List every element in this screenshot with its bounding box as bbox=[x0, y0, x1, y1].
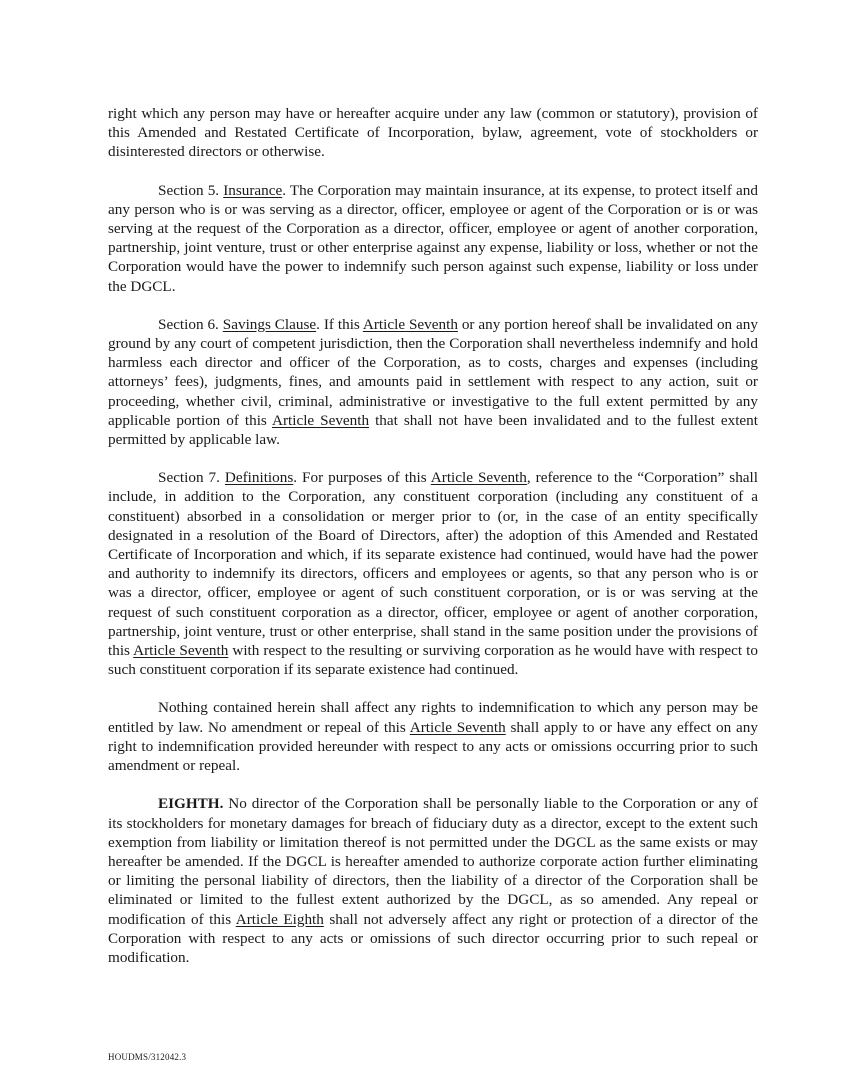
article-heading: EIGHTH. bbox=[158, 795, 224, 813]
section-label: Section 5. bbox=[158, 181, 224, 199]
article-reference: Article Seventh bbox=[271, 411, 370, 429]
paragraph-continuation bbox=[108, 104, 758, 162]
paragraph-text: that shall not have been invalidated and to the fullest extent permitted by applicable law. bbox=[108, 411, 758, 449]
section-label: Section 6. bbox=[158, 315, 223, 333]
article-reference: Article Seventh bbox=[430, 469, 527, 487]
article-reference: Article Seventh bbox=[409, 718, 506, 736]
paragraph-text: shall apply to or have any effect on any right to indemnification provided hereunder with respect to any acts or omissions occurring prior to such amendment or repeal. bbox=[108, 718, 758, 775]
paragraph-text: , reference to the “Corporation” shall include, in addition to the Corporation, any constituent corporation (including any constituent of a constituent) absorbed in a consolidation or merger prior to (or, in the case of an entity specifically designated in a resolution of the Board of Directors, after) the adoption of this Amended and Restated Certificate of Incorporation and which, if its separate existence had continued, would have had the power and authority to indemnify its directors, officers and employees or agents, so that any person who is or was a director, officer, employee or agent of such constituent corporation, or is or was serving at the request of such constituent corporation as a director, officer, employee or agent of another corporation, partnership, joint venture, trust or other enterprise, shall stand in the same position under the provisions of this bbox=[108, 469, 758, 660]
paragraph-text: Nothing contained herein shall affect any rights to indemnification to which any person may be entitled by law. No amendment or repeal of this bbox=[108, 699, 758, 736]
paragraph-text: No director of the Corporation shall be personally liable to the Corporation or any of its stockholders for monetary damages for breach of fiduciary duty as a director, except to the extent such exemption from liability or limitation thereof is not permitted under the DGCL as the same exists or may hereafter be amended. If the DGCL is hereafter amended to authorize corporate action further eliminating or limiting the personal liability of directors, then the liability of a director of the Corporation shall be eliminated or limited to the fullest extent authorized by the DGCL, as so amended. Any repeal or modification of this bbox=[108, 795, 758, 928]
section-6-savings-clause bbox=[108, 315, 758, 449]
section-5-insurance bbox=[108, 181, 758, 296]
article-reference: Article Seventh bbox=[362, 315, 458, 333]
paragraph-text: . The Corporation may maintain insurance, at its expense, to protect itself and any person who is or was serving as a director, officer, employee or agent of the Corporation or is or was serving at the request of the Corporation as a director, officer, employee or agent of another corporation, partnership, joint venture, trust or other enterprise against any expense, liability or loss, whether or not the Corporation would have the power to indemnify such person against such expense, liability or loss under the DGCL. bbox=[108, 181, 758, 295]
section-heading: Definitions bbox=[224, 469, 294, 487]
article-eighth bbox=[108, 794, 758, 967]
footer-document-id: HOUDMS/312042.3 bbox=[108, 1052, 187, 1062]
document-body bbox=[108, 104, 758, 986]
paragraph-text: shall not adversely affect any right or protection of a director of the Corporation with respect to any acts or omissions of such director occurring prior to such repeal or modification. bbox=[108, 910, 758, 966]
paragraph-text: with respect to the resulting or surviving corporation as he would have with respect to such constituent corporation if its separate existence had continued. bbox=[108, 642, 758, 679]
section-heading: Savings Clause bbox=[222, 315, 317, 333]
section-7-definitions bbox=[108, 468, 758, 679]
section-label: Section 7. bbox=[158, 469, 225, 487]
article-reference: Article Seventh bbox=[133, 642, 229, 660]
paragraph-text: or any portion hereof shall be invalidated on any ground by any court of competent jurisdiction, then the Corporation shall nevertheless indemnify and hold harmless each director and officer of the Corporation, as to costs, charges and expenses (including attorneys’ fees), judgments, fines, and amounts paid in settlement with respect to any action, suit or proceeding, whether civil, criminal, administrative or investigative to the full extent permitted by any applicable portion of this bbox=[108, 315, 758, 429]
section-heading: Insurance bbox=[223, 181, 283, 199]
paragraph-text: . For purposes of this bbox=[293, 469, 431, 487]
paragraph-no-amendment bbox=[108, 698, 758, 775]
article-reference: Article Eighth bbox=[235, 910, 324, 928]
paragraph-text: right which any person may have or hereafter acquire under any law (common or statutory), provision of this Amended and Restated Certificate of Incorporation, bylaw, agreement, vote of stockholders or disinterested directors or otherwise. bbox=[108, 105, 758, 161]
paragraph-text: . If this bbox=[316, 315, 363, 333]
